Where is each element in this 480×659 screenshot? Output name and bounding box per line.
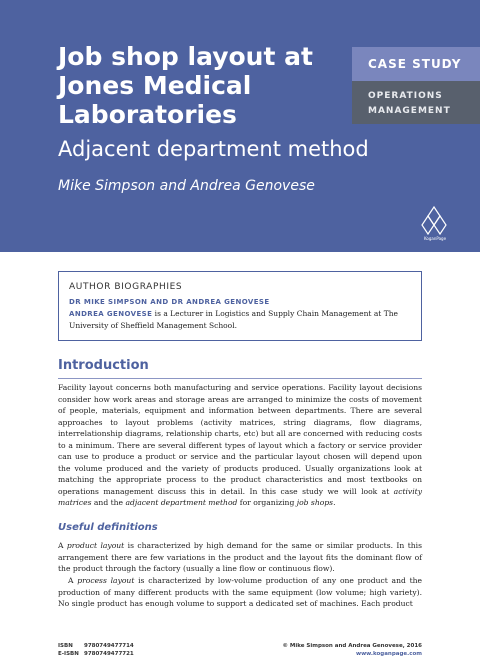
definitions-heading: Useful definitions bbox=[58, 522, 158, 533]
document-title: Job shop layout at Jones Medical Laboratories bbox=[58, 42, 313, 129]
publisher-logo-text: KoganPage bbox=[423, 236, 447, 241]
subject-line-1: OPERATIONS bbox=[368, 91, 443, 101]
bio-description: is a Lecturer in Logistics and Supply Chain Management at The University of Sheffield Management School. bbox=[69, 309, 398, 330]
product-layout-paragraph: A product layout is characterized by high demand for the same or similar products. In this arrangement there are few variations in the product and the layout fits the dominant flow of the product through the factory (usually a line flow or continuous flow). bbox=[58, 541, 423, 574]
author-biographies-box bbox=[58, 271, 422, 341]
eisbn-label: E-ISBN bbox=[58, 651, 79, 657]
authors: Mike Simpson and Andrea Genovese bbox=[58, 178, 315, 194]
process-layout-paragraph: A process layout is characterized by low-volume production of any one product and the production of many different products with the same equipment (low volume; high variety). No single product has enough volume to support a dedicated set of machines. Each product bbox=[58, 576, 423, 609]
subject-line-2: MANAGEMENT bbox=[368, 106, 451, 116]
document-subtitle: Adjacent department method bbox=[58, 137, 369, 161]
isbn-label: ISBN bbox=[58, 643, 73, 649]
isbn-block bbox=[58, 642, 134, 658]
bio-names: DR MIKE SIMPSON AND DR ANDREA GENOVESE bbox=[69, 298, 270, 306]
eisbn-value: 9780749477721 bbox=[84, 651, 134, 657]
isbn-value: 9780749477714 bbox=[84, 643, 134, 649]
cover-banner bbox=[0, 0, 480, 252]
introduction-heading: Introduction bbox=[58, 358, 149, 373]
introduction-paragraph: Facility layout concerns both manufacturing and service operations. Facility layout decisions consider how work areas and storage areas are arranged to minimize the costs of movement of people, materials, equipment and information between departments. There are several approaches to layout problems (activity matrices, string diagrams, flow diagrams, interrelationship diagrams, relationship charts, etc) but all are concerned with reducing costs to a minimum. There are several different types of layout which a factory or service provider can use to produce a product or service and the particular layout chosen will depend upon the volume produced and the variety of products produced. Usually organizations look at matching the appropriate process to the product characteristics and most textbooks on operations management discuss this in detail. In this case study we will look at activity matrices and the adjacent department method for organizing job shops. bbox=[58, 383, 422, 508]
bio-text bbox=[69, 308, 411, 331]
section-divider bbox=[58, 378, 422, 379]
bio-heading: AUTHOR BIOGRAPHIES bbox=[69, 282, 183, 292]
publisher-url-link[interactable]: www.koganpage.com bbox=[355, 651, 422, 657]
subject-badge bbox=[352, 81, 480, 124]
copyright: © Mike Simpson and Andrea Genovese, 2016 bbox=[282, 643, 422, 649]
bio-person: ANDREA GENOVESE bbox=[69, 310, 153, 318]
copyright-block bbox=[282, 642, 422, 658]
case-study-badge: CASE STUDY bbox=[352, 47, 480, 81]
